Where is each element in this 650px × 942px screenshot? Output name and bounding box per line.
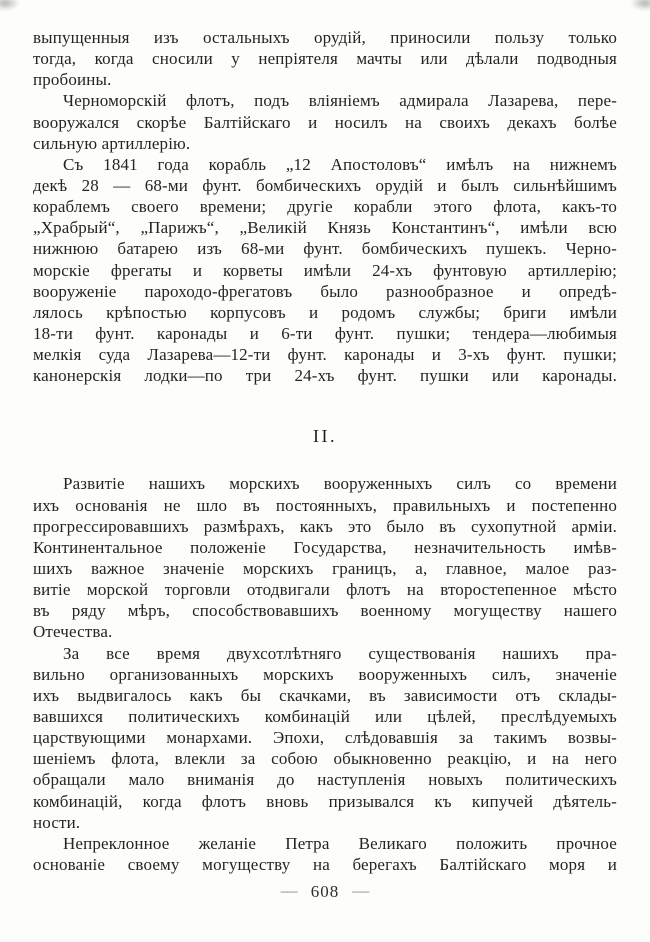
- text-line: комбинацій, когда флотъ вновь призывался къ кипучей дѣятель-: [33, 791, 617, 811]
- text-line: основаніе своему могуществу на берегахъ Балтійскаго моря и: [33, 854, 617, 874]
- page-footer: [0, 881, 650, 902]
- text-line: вооруженіе пароходо-фрегатовъ было разнообразное и опредѣ-: [33, 281, 617, 301]
- text-line: Черноморскій флотъ, подъ вліяніемъ адмирала Лазарева, пере-: [63, 91, 617, 111]
- text-line: Съ 1841 года корабль „12 Апостоловъ“ имѣлъ на нижнемъ: [63, 154, 617, 174]
- text-line: нижнюю батарею изъ 68-ми фунт. бомбическихъ пушекъ. Черно-: [33, 239, 617, 259]
- text-line: ихъ выдвигалось какъ бы скачками, въ зависимости отъ склады-: [33, 685, 617, 705]
- text-line: царствующими монархами. Эпохи, слѣдовавшія за такимъ возвы-: [33, 728, 617, 748]
- paragraph: [33, 643, 617, 833]
- scan-smudge-top-right: [630, 0, 650, 11]
- page-number: 608: [310, 882, 340, 901]
- footer-dash-right: —: [352, 881, 370, 900]
- text-line: „Храбрый“, „Парижъ“, „Великій Князь Константинъ“, имѣли всю: [33, 218, 617, 238]
- text-line: декѣ 28 — 68-ми фунт. бомбическихъ орудій и былъ сильнѣйшимъ: [33, 175, 617, 195]
- text-line: въ ряду мѣръ, способствовавшихъ военному могуществу нашего: [33, 601, 617, 621]
- text-line: 18-ти фунт. каронады и 6-ти фунт. пушки; тендера—любимыя: [33, 323, 617, 343]
- paragraph: [33, 154, 617, 387]
- text-line: канонерскія лодки—по три 24-хъ фунт. пушки или каронады.: [33, 366, 617, 386]
- footer-dash-left: —: [280, 881, 298, 900]
- paragraph: [33, 27, 617, 90]
- section-heading: II.: [313, 426, 337, 447]
- text-line: обращали мало вниманія до наступленія новыхъ политическихъ: [33, 770, 617, 790]
- text-line: вооружался скорѣе Балтійскаго и носилъ на своихъ декахъ болѣе: [33, 112, 617, 132]
- text-line: прогрессировавшихъ размѣрахъ, какъ это было въ сухопутной арміи.: [33, 516, 617, 536]
- text-line: витіе морской торговли отодвигали флотъ на второстепенное мѣсто: [33, 580, 617, 600]
- scan-smudge-top-left: [0, 0, 20, 11]
- text-line: шеніемъ флота, влекли за собою обыкновенно реакцію, и на него: [33, 749, 617, 769]
- page-text-block: [33, 27, 617, 875]
- paragraph: [33, 473, 617, 642]
- text-line: выпущенныя изъ остальныхъ орудій, приносили пользу только: [33, 28, 617, 47]
- text-line: лялось крѣпостью корпусовъ и родомъ службы; бриги имѣли: [33, 302, 617, 322]
- text-line: мелкія суда Лазарева—12-ти фунт. каронады и 3-хъ фунт. пушки;: [33, 345, 617, 365]
- text-line: За все время двухсотлѣтняго существованія нашихъ пра-: [63, 643, 617, 663]
- paragraph: [33, 90, 617, 153]
- text-line: ихъ основанія не шло въ постоянныхъ, правильныхъ и постепенно: [33, 495, 617, 515]
- text-line: ности.: [33, 812, 81, 832]
- text-line: вавшихся политическихъ комбинацій или цѣлей, преслѣдуемыхъ: [33, 706, 617, 726]
- text-line: Отечества.: [33, 622, 113, 642]
- text-line: морскіе фрегаты и корветы имѣли 24-хъ фунтовую артиллерію;: [33, 260, 617, 280]
- text-line: вильно организованныхъ морскихъ вооруженныхъ силъ, значеніе: [33, 664, 617, 684]
- text-line: пробоины.: [33, 70, 112, 90]
- text-line: шихъ важное значеніе морскихъ границъ, а, главное, малое раз-: [33, 558, 617, 578]
- text-line: тогда, когда сносили у непріятеля мачты или дѣлали подводныя: [33, 49, 617, 69]
- text-line: Непреклонное желаніе Петра Великаго положить прочное: [63, 833, 617, 853]
- text-line: кораблемъ своего времени; другіе корабли этого флота, какъ-то: [33, 197, 617, 217]
- text-line: Развитіе нашихъ морскихъ вооруженныхъ силъ со времени: [63, 474, 617, 494]
- text-line: Континентальное положеніе Государства, незначительность имѣв-: [33, 537, 617, 557]
- text-line: сильную артиллерію.: [33, 133, 191, 153]
- paragraph: [33, 833, 617, 875]
